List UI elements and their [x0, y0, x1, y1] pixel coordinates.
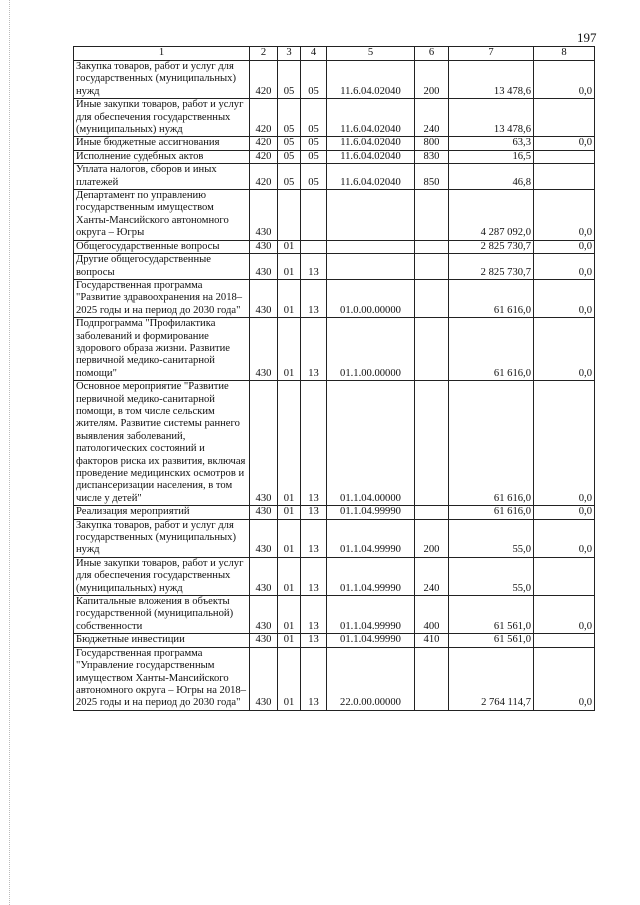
table-header-row [74, 47, 595, 61]
federal-amount-cell [534, 164, 595, 190]
subsection-code-cell: 13 [301, 506, 327, 519]
table-row [74, 519, 595, 557]
section-code-cell: 05 [278, 164, 301, 190]
section-code-cell: 01 [278, 279, 301, 317]
amount-cell: 61 561,0 [449, 596, 534, 634]
table-row [74, 634, 595, 647]
table-row [74, 164, 595, 190]
table-row [74, 506, 595, 519]
target-article-cell: 01.0.00.00000 [327, 279, 415, 317]
expense-type-cell: 240 [415, 99, 449, 137]
expense-type-cell [415, 279, 449, 317]
target-article-cell: 01.1.04.00000 [327, 381, 415, 506]
column-header: 6 [415, 47, 449, 61]
subsection-code-cell: 13 [301, 596, 327, 634]
table-row [74, 61, 595, 99]
target-article-cell: 01.1.04.99990 [327, 506, 415, 519]
column-header: 4 [301, 47, 327, 61]
amount-cell: 46,8 [449, 164, 534, 190]
subsection-code-cell [301, 240, 327, 253]
expense-type-cell: 830 [415, 150, 449, 163]
table-row [74, 557, 595, 595]
section-code-cell: 05 [278, 150, 301, 163]
subsection-code-cell: 13 [301, 254, 327, 280]
section-code-cell: 01 [278, 557, 301, 595]
table-row [74, 137, 595, 150]
column-header: 5 [327, 47, 415, 61]
federal-amount-cell: 0,0 [534, 279, 595, 317]
expense-type-cell: 240 [415, 557, 449, 595]
row-name-cell: Уплата налогов, сборов и иных платежей [74, 164, 250, 190]
ministry-code-cell: 430 [250, 254, 278, 280]
target-article-cell [327, 190, 415, 241]
table-row [74, 150, 595, 163]
ministry-code-cell: 430 [250, 647, 278, 710]
amount-cell: 61 616,0 [449, 318, 534, 381]
ministry-code-cell: 430 [250, 240, 278, 253]
target-article-cell: 11.6.04.02040 [327, 164, 415, 190]
ministry-code-cell: 430 [250, 381, 278, 506]
table-row [74, 99, 595, 137]
page-number: 197 [577, 30, 597, 45]
expense-type-cell: 850 [415, 164, 449, 190]
amount-cell: 13 478,6 [449, 99, 534, 137]
table-row [74, 647, 595, 710]
subsection-code-cell: 05 [301, 137, 327, 150]
expense-type-cell: 400 [415, 596, 449, 634]
federal-amount-cell: 0,0 [534, 318, 595, 381]
amount-cell: 2 764 114,7 [449, 647, 534, 710]
subsection-code-cell: 05 [301, 61, 327, 99]
row-name-cell: Подпрограмма "Профилактика заболеваний и формирование здорового образа жизни. Развитие первичной медико-санитарной помощи" [74, 318, 250, 381]
subsection-code-cell: 13 [301, 318, 327, 381]
ministry-code-cell: 430 [250, 596, 278, 634]
ministry-code-cell: 420 [250, 99, 278, 137]
expense-type-cell [415, 318, 449, 381]
row-name-cell: Иные закупки товаров, работ и услуг для обеспечения государственных (муниципальных) нужд [74, 557, 250, 595]
row-name-cell: Основное мероприятие "Развитие первичной медико-санитарной помощи, в том числе сельским жителям. Развитие системы раннего выявления заболеваний, патологических состояний и факторов риска их развития, включая проведение медицинских осмотров и диспансеризации населения, в том числе у детей" [74, 381, 250, 506]
row-name-cell: Департамент по управлению государственным имуществом Ханты-Мансийского автономного округа – Югры [74, 190, 250, 241]
section-code-cell: 05 [278, 99, 301, 137]
expense-type-cell: 200 [415, 519, 449, 557]
target-article-cell: 01.1.04.99990 [327, 596, 415, 634]
expense-type-cell [415, 254, 449, 280]
expense-type-cell: 800 [415, 137, 449, 150]
row-name-cell: Государственная программа "Управление государственным имуществом Ханты-Мансийского автономного округа – Югры на 2018–2025 годы и на период до 2030 года" [74, 647, 250, 710]
amount-cell: 61 561,0 [449, 634, 534, 647]
section-code-cell: 05 [278, 61, 301, 99]
table-row [74, 190, 595, 241]
table-row [74, 254, 595, 280]
target-article-cell: 01.1.04.99990 [327, 557, 415, 595]
ministry-code-cell: 430 [250, 190, 278, 241]
row-name-cell: Закупка товаров, работ и услуг для государственных (муниципальных) нужд [74, 519, 250, 557]
amount-cell: 55,0 [449, 557, 534, 595]
section-code-cell: 01 [278, 519, 301, 557]
ministry-code-cell: 430 [250, 557, 278, 595]
target-article-cell [327, 254, 415, 280]
row-name-cell: Закупка товаров, работ и услуг для государственных (муниципальных) нужд [74, 61, 250, 99]
section-code-cell: 01 [278, 381, 301, 506]
subsection-code-cell: 13 [301, 634, 327, 647]
ministry-code-cell: 430 [250, 279, 278, 317]
federal-amount-cell: 0,0 [534, 137, 595, 150]
table-row [74, 596, 595, 634]
ministry-code-cell: 430 [250, 506, 278, 519]
amount-cell: 2 825 730,7 [449, 254, 534, 280]
expense-type-cell [415, 381, 449, 506]
row-name-cell: Исполнение судебных актов [74, 150, 250, 163]
column-header: 2 [250, 47, 278, 61]
target-article-cell: 22.0.00.00000 [327, 647, 415, 710]
expense-type-cell [415, 190, 449, 241]
subsection-code-cell: 05 [301, 150, 327, 163]
section-code-cell: 01 [278, 634, 301, 647]
federal-amount-cell: 0,0 [534, 519, 595, 557]
expense-type-cell: 200 [415, 61, 449, 99]
page-margin-line [9, 0, 14, 905]
section-code-cell: 05 [278, 137, 301, 150]
table-row [74, 279, 595, 317]
column-header: 8 [534, 47, 595, 61]
amount-cell: 16,5 [449, 150, 534, 163]
subsection-code-cell: 13 [301, 557, 327, 595]
subsection-code-cell [301, 190, 327, 241]
ministry-code-cell: 420 [250, 150, 278, 163]
amount-cell: 61 616,0 [449, 506, 534, 519]
amount-cell: 4 287 092,0 [449, 190, 534, 241]
expense-type-cell: 410 [415, 634, 449, 647]
ministry-code-cell: 420 [250, 164, 278, 190]
row-name-cell: Реализация мероприятий [74, 506, 250, 519]
table-row [74, 381, 595, 506]
section-code-cell: 01 [278, 240, 301, 253]
amount-cell: 55,0 [449, 519, 534, 557]
ministry-code-cell: 430 [250, 634, 278, 647]
row-name-cell: Государственная программа "Развитие здравоохранения на 2018–2025 годы и на период до 2030 года" [74, 279, 250, 317]
federal-amount-cell [534, 634, 595, 647]
subsection-code-cell: 13 [301, 279, 327, 317]
federal-amount-cell: 0,0 [534, 61, 595, 99]
row-name-cell: Другие общегосударственные вопросы [74, 254, 250, 280]
federal-amount-cell: 0,0 [534, 381, 595, 506]
amount-cell: 2 825 730,7 [449, 240, 534, 253]
expense-type-cell [415, 647, 449, 710]
expense-type-cell [415, 506, 449, 519]
amount-cell: 13 478,6 [449, 61, 534, 99]
target-article-cell: 11.6.04.02040 [327, 99, 415, 137]
amount-cell: 61 616,0 [449, 279, 534, 317]
federal-amount-cell: 0,0 [534, 506, 595, 519]
column-header: 1 [74, 47, 250, 61]
table-row [74, 318, 595, 381]
federal-amount-cell: 0,0 [534, 190, 595, 241]
column-header: 3 [278, 47, 301, 61]
section-code-cell: 01 [278, 596, 301, 634]
target-article-cell: 11.6.04.02040 [327, 137, 415, 150]
target-article-cell: 01.1.04.99990 [327, 634, 415, 647]
expense-type-cell [415, 240, 449, 253]
target-article-cell: 01.1.04.99990 [327, 519, 415, 557]
subsection-code-cell: 05 [301, 99, 327, 137]
section-code-cell: 01 [278, 647, 301, 710]
federal-amount-cell: 0,0 [534, 596, 595, 634]
target-article-cell [327, 240, 415, 253]
target-article-cell: 11.6.04.02040 [327, 61, 415, 99]
federal-amount-cell [534, 557, 595, 595]
section-code-cell: 01 [278, 506, 301, 519]
amount-cell: 61 616,0 [449, 381, 534, 506]
ministry-code-cell: 430 [250, 519, 278, 557]
column-header: 7 [449, 47, 534, 61]
row-name-cell: Бюджетные инвестиции [74, 634, 250, 647]
ministry-code-cell: 420 [250, 137, 278, 150]
federal-amount-cell: 0,0 [534, 254, 595, 280]
subsection-code-cell: 05 [301, 164, 327, 190]
row-name-cell: Иные закупки товаров, работ и услуг для обеспечения государственных (муниципальных) нужд [74, 99, 250, 137]
row-name-cell: Капитальные вложения в объекты государственной (муниципальной) собственности [74, 596, 250, 634]
row-name-cell: Иные бюджетные ассигнования [74, 137, 250, 150]
federal-amount-cell: 0,0 [534, 240, 595, 253]
target-article-cell: 01.1.00.00000 [327, 318, 415, 381]
amount-cell: 63,3 [449, 137, 534, 150]
section-code-cell: 01 [278, 254, 301, 280]
federal-amount-cell: 0,0 [534, 647, 595, 710]
row-name-cell: Общегосударственные вопросы [74, 240, 250, 253]
ministry-code-cell: 420 [250, 61, 278, 99]
federal-amount-cell [534, 150, 595, 163]
section-code-cell [278, 190, 301, 241]
table-body [74, 61, 595, 711]
ministry-code-cell: 430 [250, 318, 278, 381]
subsection-code-cell: 13 [301, 381, 327, 506]
section-code-cell: 01 [278, 318, 301, 381]
budget-table [73, 46, 595, 711]
federal-amount-cell [534, 99, 595, 137]
subsection-code-cell: 13 [301, 519, 327, 557]
table-row [74, 240, 595, 253]
target-article-cell: 11.6.04.02040 [327, 150, 415, 163]
subsection-code-cell: 13 [301, 647, 327, 710]
